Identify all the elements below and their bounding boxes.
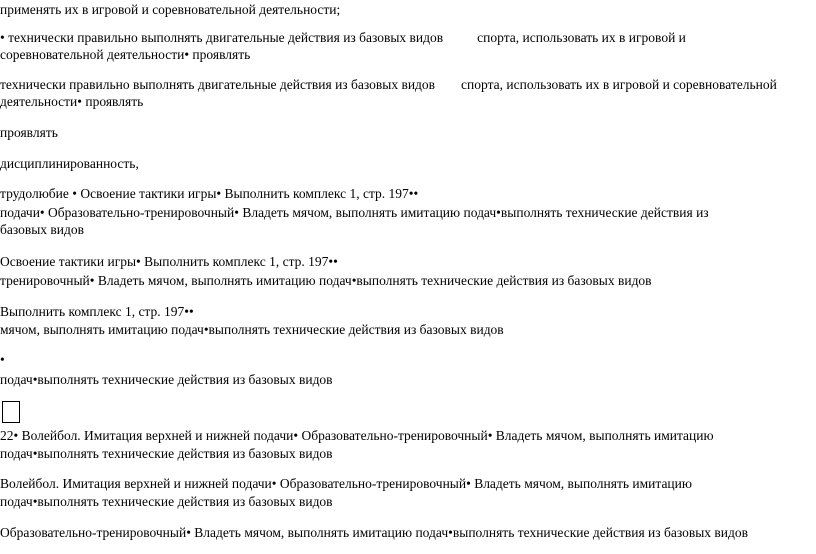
text-line: 22• Волейбол. Имитация верхней и нижней подачи• Образовательно-тренировочный• Владеть мячом, выполнять имитацию xyxy=(0,428,714,443)
text-line: подач•выполнять технические действия из базовых видов xyxy=(0,494,333,509)
text-line: базовых видов xyxy=(0,222,85,237)
text-line: Волейбол. Имитация верхней и нижней подачи• Образовательно-тренировочный• Владеть мячом, выполнять имитацию xyxy=(0,476,692,491)
text-line: Образовательно-тренировочный• Владеть мячом, выполнять имитацию подач•выполнять технические действия из базовых видов xyxy=(0,525,749,540)
text-line: применять их в игровой и соревновательной деятельности; xyxy=(0,2,341,17)
text-segment: спорта, использовать их в игровой и соревновательной xyxy=(461,77,777,92)
text-line: дисциплинированность, xyxy=(0,156,139,171)
empty-image-frame xyxy=(2,401,20,423)
text-line: подач•выполнять технические действия из базовых видов xyxy=(0,446,333,461)
text-line: Выполнить комплекс 1, стр. 197•• xyxy=(0,304,194,319)
text-line: Освоение тактики игры• Выполнить комплекс 1, стр. 197•• xyxy=(0,254,338,269)
text-line: проявлять xyxy=(0,125,58,140)
text-line: трудолюбие • Освоение тактики игры• Выполнить комплекс 1, стр. 197•• xyxy=(0,186,419,201)
text-segment: спорта, использовать их в игровой и xyxy=(477,30,686,45)
text-line: мячом, выполнять имитацию подач•выполнять технические действия из базовых видов xyxy=(0,322,504,337)
text-line: подачи• Образовательно-тренировочный• Владеть мячом, выполнять имитацию подач•выполнять технические действия из xyxy=(0,205,709,220)
text-segment: технически правильно выполнять двигательные действия из базовых видов xyxy=(0,77,436,92)
text-line xyxy=(0,77,777,93)
text-segment: • технически правильно выполнять двигательные действия из базовых видов xyxy=(0,30,444,45)
text-line: тренировочный• Владеть мячом, выполнять имитацию подач•выполнять технические действия из базовых видов xyxy=(0,273,652,288)
text-line: • xyxy=(0,352,5,367)
text-line: соревновательной деятельности• проявлять xyxy=(0,47,251,62)
text-line: деятельности• проявлять xyxy=(0,94,144,109)
text-line: подач•выполнять технические действия из базовых видов xyxy=(0,372,333,387)
text-line xyxy=(0,30,686,46)
